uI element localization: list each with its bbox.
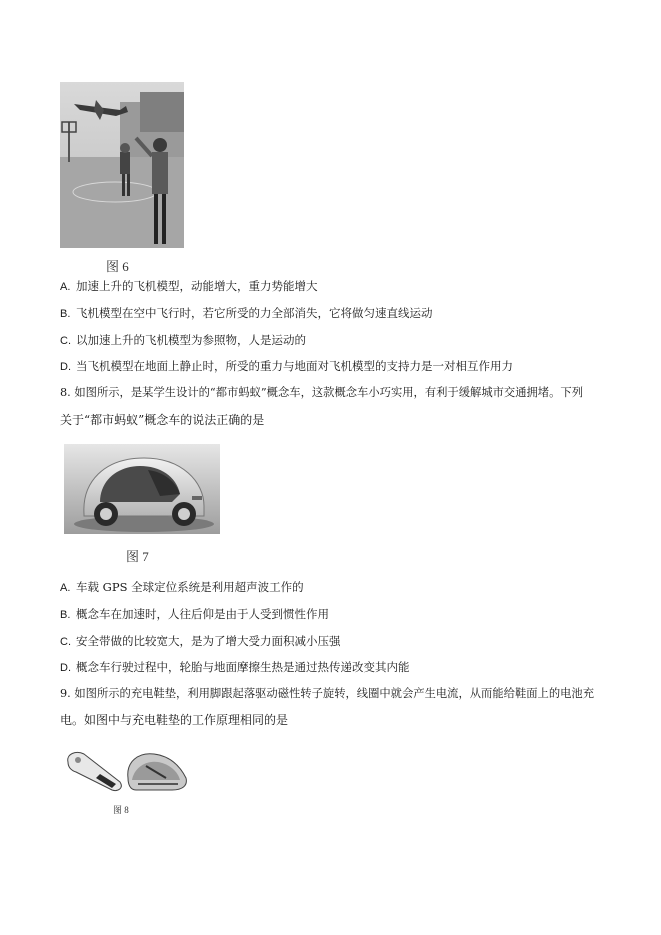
q7-option-b <box>60 305 433 322</box>
option-label: D. <box>60 662 71 674</box>
option-text: 加速上升的飞机模型，动能增大，重力势能增大 <box>76 279 318 293</box>
option-label: B. <box>60 609 71 621</box>
figure-6-caption: 图 6 <box>106 259 129 274</box>
option-label: A. <box>60 281 71 293</box>
option-text: 概念车行驶过程中，轮胎与地面摩擦生热是通过热传递改变其内能 <box>76 660 410 674</box>
figure-7-photo <box>64 444 220 534</box>
option-label: A. <box>60 582 71 594</box>
option-text: 安全带做的比较宽大，是为了增大受力面积减小压强 <box>76 634 341 648</box>
q7-option-d <box>60 358 513 375</box>
q8-stem-line-1: 8. 如图所示，是某学生设计的“都市蚂蚁”概念车，这款概念车小巧实用，有利于缓解城市交通拥堵。下列 <box>60 386 583 399</box>
figure-8-photo <box>62 748 190 794</box>
figure-8-caption: 图 8 <box>113 805 129 815</box>
option-text: 飞机模型在空中飞行时，若它所受的力全部消失，它将做匀速直线运动 <box>76 306 433 320</box>
q8-option-d <box>60 659 410 676</box>
option-label: C. <box>60 335 71 347</box>
option-label: D. <box>60 361 71 373</box>
option-text: 当飞机模型在地面上静止时，所受的重力与地面对飞机模型的支持力是一对相互作用力 <box>76 359 513 373</box>
option-label: B. <box>60 308 71 320</box>
option-label: C. <box>60 636 71 648</box>
q7-option-a <box>60 278 318 295</box>
q7-option-c <box>60 332 306 349</box>
q8-stem-line-2: 关于“都市蚂蚁”概念车的说法正确的是 <box>60 413 265 427</box>
option-text: 以加速上升的飞机模型为参照物，人是运动的 <box>76 333 306 347</box>
option-text: 车载 GPS 全球定位系统是利用超声波工作的 <box>76 580 304 594</box>
q9-stem-line-1: 9. 如图所示的充电鞋垫，利用脚跟起落驱动磁性转子旋转，线圈中就会产生电流，从而能给鞋面上的电池充 <box>60 687 595 700</box>
q8-option-c <box>60 633 341 650</box>
option-text: 概念车在加速时，人往后仰是由于人受到惯性作用 <box>76 607 329 621</box>
q8-option-a <box>60 579 304 596</box>
q8-option-b <box>60 606 329 623</box>
figure-7-caption: 图 7 <box>126 549 149 564</box>
figure-6-photo <box>60 82 184 248</box>
q9-stem-line-2: 电。如图中与充电鞋垫的工作原理相同的是 <box>60 713 289 727</box>
